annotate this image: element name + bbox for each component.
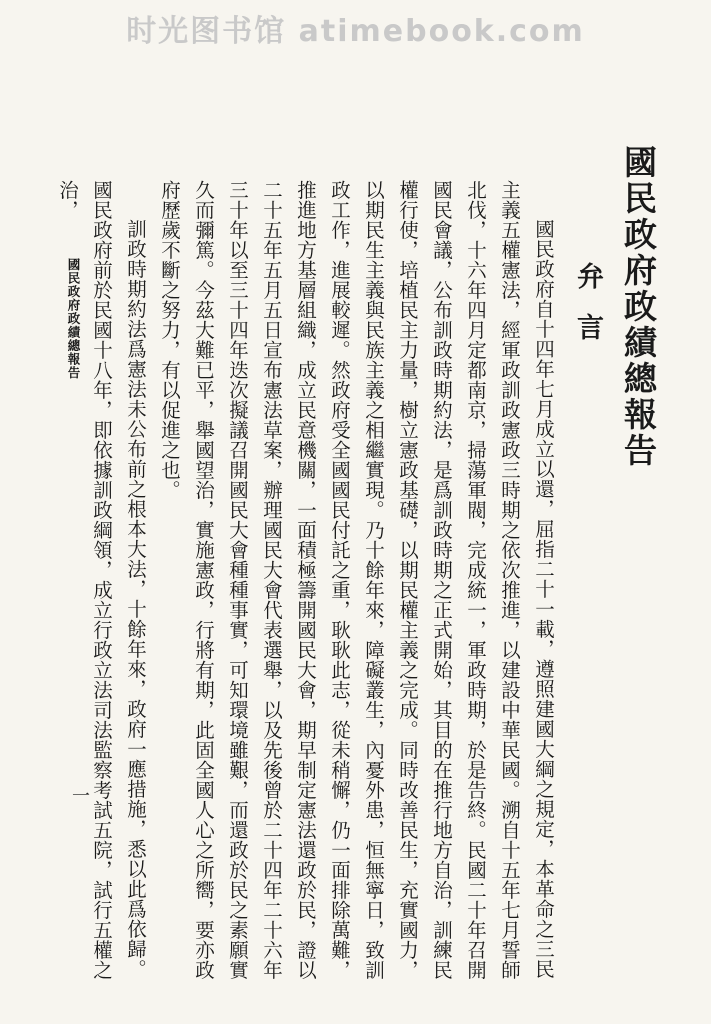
page-number: 一 (72, 786, 90, 807)
paragraph-2: 訓政時期約法爲憲法未公布前之根本大法，十餘年來，政府一應措施，悉以此爲依歸。國民政府前於民國十八年，即依據訓政綱領，成立行政立法司法監察考試五院，試行五權之治， (56, 180, 147, 980)
section-heading: 弁言 (572, 262, 603, 364)
watermark: 时光图书馆 atimebook.com (126, 14, 585, 49)
paragraph-1: 國民政府自十四年七月成立以還，屈指二十一載，遵照建國大綱之規定，本革命之三民主義五權憲法，經軍政訓政憲政三時期之依次推進，以建設中華民國。溯自十五年七月誓師北伐，十六年四月定都南京，掃蕩軍閥，完成統一，軍政時期，於是告終。民國二十年召開國民會議，公布訓政時期約法，是爲訓政時期之正式開始，其目的在推行地方自治，訓練民權行使，培植民主力量，樹立憲政基礎，以期民權主義之完成。同時改善民生，充實國力，以期民生主義與民族主義之相繼實現。乃十餘年來，障礙叢生，內憂外患，恒無寧日，致訓政工作，進展較遲。然政府受全國國民付託之重，耿耿此志，從未稍懈，仍一面排除萬難，推進地方基層組織，成立民意機關，一面積極籌開國民大會，期早制定憲法還政於民，證以二十五年五月五日宣布憲法草案，辦理國民大會代表選舉，以及先後曾於二十四年二十六年三十年以至三十四年迭次擬議召開國民大會種種事實，可知環境雖艱，而還政於民之素願實久而彌篤。今茲大難已平，舉國望治，實施憲政，行將有期，此固全國人心之所嚮，要亦政府歷歲不斷之努力，有以促進之也。 (158, 180, 555, 980)
document-title: 國民政府政績總報告 (619, 145, 658, 469)
running-head: 國民政府政績總報告 (66, 258, 81, 380)
